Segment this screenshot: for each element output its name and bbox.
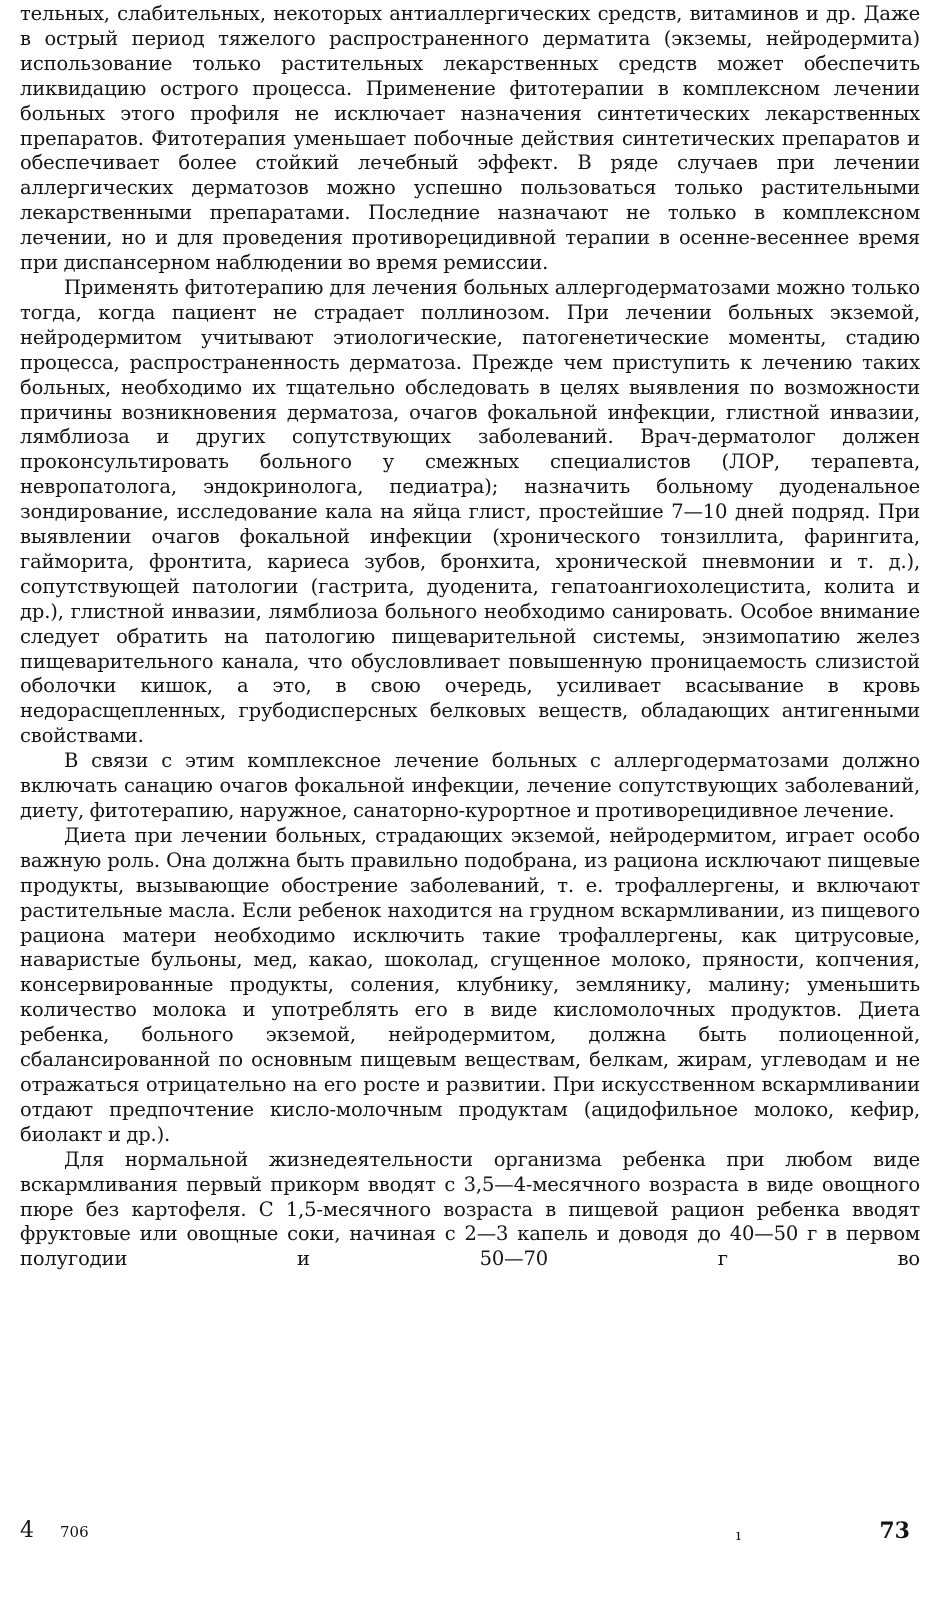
- paragraph-feeding: Для нормальной жизнедеятельности организма ребенка при любом виде вскармливания первый прикорм вводят с 3,5—4-месячного возраста в виде овощного пюре без картофеля. С 1,5-месячного возраста в пищевой рацион ребенка вводят фруктовые или овощные соки, начиная с 2—3 капель и доводя до 40—50 г в первом полугодии и 50—70 г во: [20, 1147, 920, 1271]
- document-page: [20, 2, 920, 1272]
- paragraph-diet: Диета при лечении больных, страдающих экземой, нейродермитом, играет особо важную роль. Она должна быть правильно подобрана, из рациона исключают пищевые продукты, вызывающие обострение заболеваний, т. е. трофаллергены, и включают растительные масла. Если ребенок находится на грудном вскармливании, из пищевого рациона матери необходимо исключить такие трофаллергены, как цитрусовые, наваристые бульоны, мед, какао, шоколад, сгущенное молоко, пряности, копчения, консервированные продукты, соления, клубнику, землянику, малину; уменьшить количество молока и употреблять его в виде кисломолочных продуктов. Диета ребенка, больного экземой, нейродермитом, должна быть полиоценной, сбалансированной по основным пищевым веществам, белкам, жирам, углеводам и не отражаться отрицательно на его росте и развитии. При искусственном вскармливании отдают предпочтение кисло-молочным продуктам (ацидофильное молоко, кефир, биолакт и др.).: [20, 823, 920, 1146]
- paragraph-complex-treatment: В связи с этим комплексное лечение больных с аллергодерматозами должно включать санацию очагов фокальной инфекции, лечение сопутствующих заболеваний, диету, фитотерапию, наружное, санаторно-курортное и противорецидивное лечение.: [20, 749, 920, 822]
- page-number: 73: [879, 1518, 910, 1544]
- paragraph-continuation: тельных, слабительных, некоторых антиаллергических средств, витаминов и др. Даже в острый период тяжелого распространенного дерматита (экземы, нейродермита) использование только растительных лекарственных средств может обеспечить ликвидацию острого процесса. Применение фитотерапии в комплексном лечении больных этого профиля не исключает назначения синтетических лекарственных препаратов. Фитотерапия уменьшает побочные действия синтетических препаратов и обеспечивает более стойкий лечебный эффект. В ряде случаев при лечении аллергических дерматозов можно успешно пользоваться только растительными лекарственными препаратами. Последние назначают не только в комплексном лечении, но и для проведения противорецидивной терапии в осенне-весеннее время при диспансерном наблюдении во время ремиссии.: [20, 2, 920, 275]
- footer-mark: ı: [736, 1526, 741, 1544]
- page-footer: [20, 1518, 910, 1558]
- signature-number: 4: [20, 1518, 34, 1543]
- paragraph-phytotherapy-conditions: Применять фитотерапию для лечения больных аллергодерматозами можно только тогда, когда пациент не страдает поллинозом. При лечении больных экземой, нейродермитом учитывают этиологические, патогенетические моменты, стадию процесса, распространенность дерматоза. Прежде чем приступить к лечению таких больных, необходимо их тщательно обследовать в целях выявления по возможности причины возникновения дерматоза, очагов фокальной инфекции, глистной инвазии, лямблиоза и других сопутствующих заболеваний. Врач-дерматолог должен проконсультировать больного у смежных специалистов (ЛОР, терапевта, невропатолога, эндокринолога, педиатра); назначить больному дуоденальное зондирование, исследование кала на яйца глист, простейшие 7—10 дней подряд. При выявлении очагов фокальной инфекции (хронического тонзиллита, фарингита, гайморита, фронтита, кариеса зубов, бронхита, хронической пневмонии и т. д.), сопутствующей патологии (гастрита, дуоденита, гепатоангиохолецистита, колита и др.), глистной инвазии, лямблиоза больного необходимо санировать. Особое внимание следует обратить на патологию пищеварительной системы, энзимопатию желез пищеварительного канала, что обусловливает повышенную проницаемость слизистой оболочки кишок, а это, в свою очередь, усиливает всасывание в кровь недорасщепленных, грубодисперсных белковых веществ, обладающих антигенными свойствами.: [20, 275, 920, 748]
- signature-code: 706: [60, 1523, 89, 1541]
